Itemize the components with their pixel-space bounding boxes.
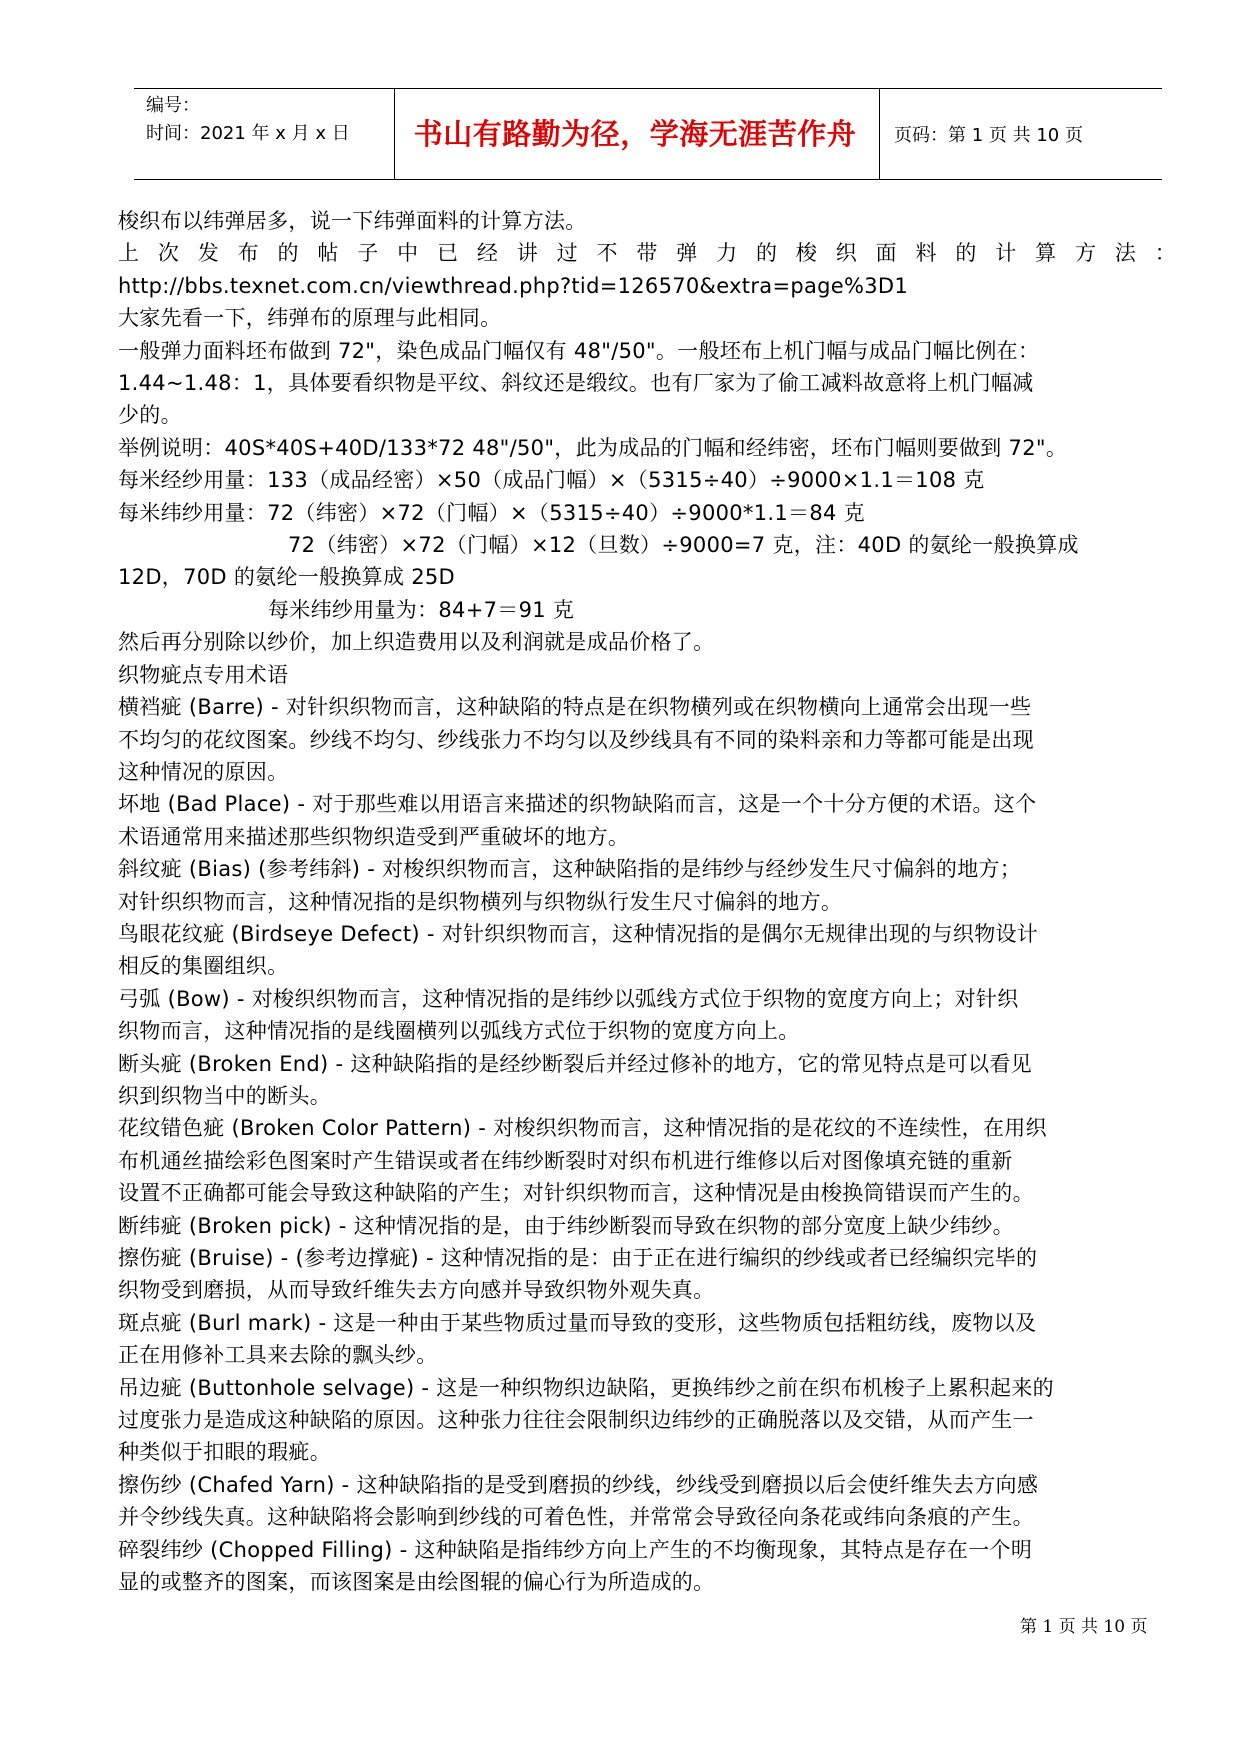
- document-time-label: 时间：2021 年 x 月 x 日: [146, 123, 350, 144]
- term-line: 斜纹疵 (Bias) (参考纬斜) - 对梭织织物而言，这种缺陷指的是纬纱与经纱发生尺寸偏斜的地方；: [118, 857, 1022, 882]
- page-footer-number: 第 1 页 共 10 页: [1020, 1617, 1148, 1637]
- text-line: 12D，70D 的氨纶一般换算成 25D: [118, 565, 456, 590]
- term-line: 鸟眼花纹疵 (Birdseye Defect) - 对针织织物而言，这种情况指的是偶尔无规律出现的与织物设计: [118, 921, 1039, 946]
- text-line: 并令纱线失真。这种缺陷将会影响到纱线的可着色性，并常常会导致径向条花或纬向条痕的产生。: [118, 1505, 1034, 1530]
- header-top-rule: [134, 88, 1162, 89]
- term-line: 花纹错色疵 (Broken Color Pattern) - 对梭织织物而言，这种情况指的是花纹的不连续性，在用织: [118, 1116, 1047, 1141]
- text-line: 这种情况的原因。: [118, 759, 289, 784]
- text-line: 种类似于扣眼的瑕疵。: [118, 1440, 331, 1465]
- formula-line: 每米经纱用量：133（成品经密）×50（成品门幅）×（5315÷40）÷9000×1.1＝108 克: [118, 468, 985, 493]
- text-line: 少的。: [118, 403, 182, 428]
- header-divider-left: [394, 88, 395, 180]
- text-line: 术语通常用来描述那些织物织造受到严重破坏的地方。: [118, 824, 630, 849]
- text-line: 布机通丝描绘彩色图案时产生错误或者在纬纱断裂时对织布机进行维修以后对图像填充链的重新: [118, 1148, 1013, 1173]
- document-body: [118, 205, 1176, 1598]
- section-heading: 织物疵点专用术语: [118, 662, 289, 687]
- formula-line: 每米纬纱用量：72（纬密）×72（门幅）×（5315÷40）÷9000*1.1＝84 克: [118, 500, 865, 525]
- page-header: [134, 88, 1162, 180]
- term-line: 断纬疵 (Broken pick) - 这种情况指的是，由于纬纱断裂而导致在织物的部分宽度上缺少纬纱。: [118, 1213, 1014, 1238]
- text-line: 织到织物当中的断头。: [118, 1083, 331, 1108]
- header-page-info: 页码：第 1 页 共 10 页: [894, 125, 1083, 146]
- formula-line: 每米纬纱用量为：84+7＝91 克: [268, 597, 575, 622]
- text-line: 织物受到磨损，从而导致纤维失去方向感并导致织物外观失真。: [118, 1278, 715, 1303]
- text-line: 梭织布以纬弹居多，说一下纬弹面料的计算方法。: [118, 209, 587, 233]
- term-line: 擦伤疵 (Bruise) - (参考边撑疵) - 这种情况指的是：由于正在进行编织的纱线或者已经编织完毕的: [118, 1246, 1038, 1270]
- document-number-label: 编号：: [146, 95, 200, 116]
- text-line: 正在用修补工具来去除的飘头纱。: [118, 1343, 438, 1368]
- url-line: http://bbs.texnet.com.cn/viewthread.php?tid=126570&extra=page%3D1: [118, 273, 909, 298]
- text-line: 过度张力是造成这种缺陷的原因。这种张力往往会限制织边纬纱的正确脱落以及交错，从而产生一: [118, 1408, 1034, 1433]
- formula-line: 72（纬密）×72（门幅）×12（旦数）÷9000=7 克，注：40D 的氨纶一般换算成: [288, 533, 1079, 558]
- term-line: 断头疵 (Broken End) - 这种缺陷指的是经纱断裂后并经过修补的地方，它的常见特点是可以看见: [118, 1051, 1032, 1076]
- text-line: 设置不正确都可能会导致这种缺陷的产生；对针织织物而言，这种情况是由梭换筒错误而产生的。: [118, 1181, 1034, 1206]
- term-line: 擦伤纱 (Chafed Yarn) - 这种缺陷指的是受到磨损的纱线，纱线受到磨损以后会使纤维失去方向感: [118, 1472, 1039, 1497]
- term-line: 斑点疵 (Burl mark) - 这是一种由于某些物质过量而导致的变形，这些物质包括粗纺线，废物以及: [118, 1310, 1037, 1335]
- header-divider-right: [879, 88, 880, 180]
- text-line: 大家先看一下，纬弹布的原理与此相同。: [118, 306, 502, 331]
- text-line: 对针织织物而言，这种情况指的是织物横列与织物纵行发生尺寸偏斜的地方。: [118, 889, 843, 914]
- text-line: 不均匀的花纹图案。纱线不均匀、纱线张力不均匀以及纱线具有不同的染料亲和力等都可能是出现: [118, 727, 1034, 752]
- text-line: 一般弹力面料坯布做到 72"，染色成品门幅仅有 48"/50"。一般坯布上机门幅与成品门幅比例在：: [118, 338, 1040, 363]
- text-line: 1.44~1.48：1，具体要看织物是平纹、斜纹还是缎纹。也有厂家为了偷工减料故意将上机门幅减: [118, 371, 1034, 396]
- text-line: 显的或整齐的图案，而该图案是由绘图辊的偏心行为所造成的。: [118, 1570, 715, 1595]
- term-line: 坏地 (Bad Place) - 对于那些难以用语言来描述的织物缺陷而言，这是一个十分方便的术语。这个: [118, 792, 1037, 817]
- term-line: 弓弧 (Bow) - 对梭织织物而言，这种情况指的是纬纱以弧线方式位于织物的宽度方向上；对针织: [118, 986, 1019, 1011]
- header-bottom-rule: [134, 179, 1162, 180]
- term-line: 碎裂纬纱 (Chopped Filling) - 这种缺陷是指纬纱方向上产生的不均衡现象，其特点是存在一个明: [118, 1537, 1033, 1562]
- text-line: 然后再分别除以纱价，加上织造费用以及利润就是成品价格了。: [118, 630, 715, 655]
- text-line: 相反的集圈组织。: [118, 954, 289, 979]
- text-line: 织物而言，这种情况指的是线圈横列以弧线方式位于织物的宽度方向上。: [118, 1019, 800, 1044]
- term-line: 吊边疵 (Buttonhole selvage) - 这是一种织物织边缺陷，更换纬纱之前在织布机梭子上累积起来的: [118, 1375, 1054, 1400]
- text-line: 上次发布的帖子中已经讲过不带弹力的梭织面料的计算方法：: [118, 241, 1176, 266]
- header-motto: 书山有路勤为径，学海无涯苦作舟: [413, 117, 857, 151]
- text-line: 举例说明：40S*40S+40D/133*72 48"/50"，此为成品的门幅和经纬密，坯布门幅则要做到 72"。: [118, 435, 1068, 460]
- term-line: 横裆疵 (Barre) - 对针织织物而言，这种缺陷的特点是在织物横列或在织物横向上通常会出现一些: [118, 695, 1032, 720]
